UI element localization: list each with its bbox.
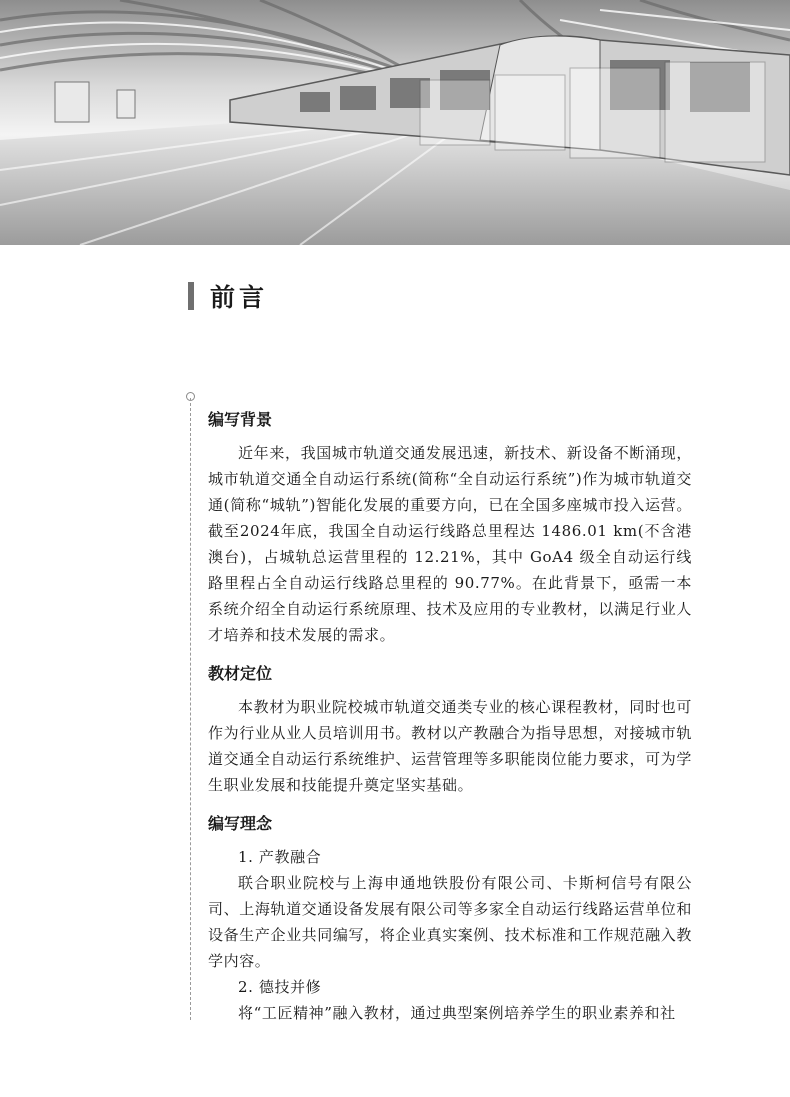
item-title: 2. 德技并修: [238, 978, 322, 996]
title-accent-bar: [188, 282, 194, 310]
item-title: 1. 产教融合: [238, 848, 322, 866]
page-title: 前言: [210, 283, 269, 312]
preface-content: [208, 404, 692, 1026]
dashed-rail: [190, 398, 192, 1020]
paragraph: 近年来，我国城市轨道交通发展迅速，新技术、新设备不断涌现，城市轨道交通全自动运行系统(简称“全自动运行系统”)作为城市轨道交通(简称“城轨”)智能化发展的重要方向，已在全国多座城市投入运营。截至2024年底，我国全自动运行线路总里程达 1486.01 km(不含港澳台)，占城轨总运营里程的 12.21%，其中 GoA4 级全自动运行线路里程占全自动运行线路总里程的 90.77%。在此背景下，亟需一本系统介绍全自动运行系统原理、技术及应用的专业教材，以满足行业人才培养和技术发展的需求。: [208, 444, 692, 644]
metro-station-photo: [0, 0, 790, 245]
section-heading: 教材定位: [208, 664, 273, 683]
section-heading: 编写背景: [208, 410, 273, 429]
paragraph: 将“工匠精神”融入教材，通过典型案例培养学生的职业素养和社: [238, 1004, 676, 1022]
section-heading: 编写理念: [208, 814, 273, 833]
paragraph: 联合职业院校与上海申通地铁股份有限公司、卡斯柯信号有限公司、上海轨道交通设备发展有限公司等多家全自动运行线路运营单位和设备生产企业共同编写，将企业真实案例、技术标准和工作规范融入教学内容。: [208, 874, 692, 970]
page-title-block: [188, 280, 268, 312]
banner-image: [0, 0, 790, 245]
paragraph: 本教材为职业院校城市轨道交通类专业的核心课程教材，同时也可作为行业从业人员培训用书。教材以产教融合为指导思想，对接城市轨道交通全自动运行系统维护、运营管理等多职能岗位能力要求，可为学生职业发展和技能提升奠定坚实基础。: [208, 698, 692, 794]
